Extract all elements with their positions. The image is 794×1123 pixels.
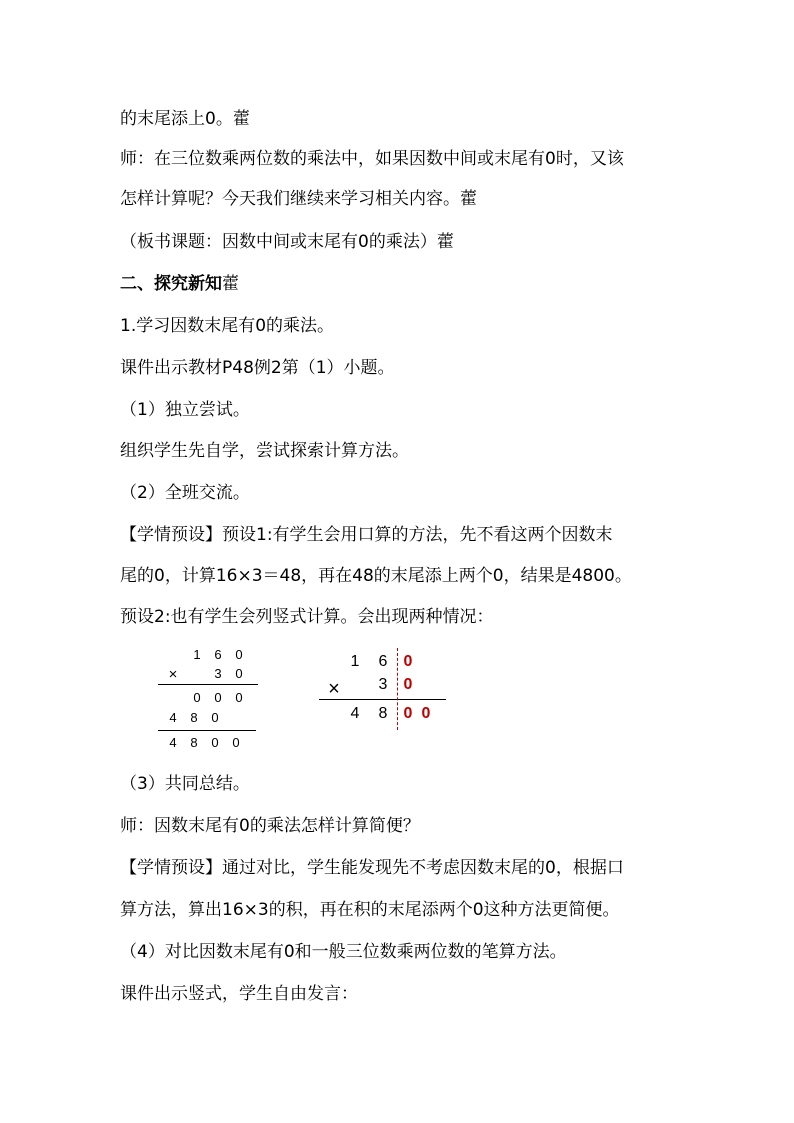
calc2-digit: 4: [350, 705, 360, 722]
calc2-zero-digit: 0: [421, 705, 431, 722]
paragraph-line: 尾的0，计算16×3＝48，再在48的末尾添上两个0，结果是4800。: [120, 566, 632, 586]
calc1-digit: 0: [214, 690, 222, 705]
paragraph-line: 师：因数末尾有0的乘法怎样计算简便？: [120, 816, 420, 836]
paragraph-line: （板书课题：因数中间或末尾有0的乘法）藿: [120, 232, 454, 252]
calc2-zero-digit: 0: [403, 676, 413, 693]
paragraph-mark: 藿: [222, 274, 239, 294]
paragraph-line: （3）共同总结。: [120, 774, 250, 794]
calc2-digit: 1: [350, 653, 360, 670]
calc1-digit: 3: [214, 666, 222, 681]
paragraph-mark: 藿: [232, 109, 250, 129]
calc1-digit: 0: [193, 690, 201, 705]
calc1-times-sign: ×: [168, 666, 178, 683]
paragraph-line: （2）全班交流。: [120, 483, 250, 503]
calc1-digit: 1: [193, 647, 201, 662]
calc1-digit: 6: [214, 647, 222, 662]
calc1-digit: 0: [235, 666, 243, 681]
calc2-rule: [319, 699, 446, 700]
calc1-digit: 8: [190, 710, 198, 725]
calc1-digit: 0: [211, 735, 219, 750]
calc1-rule: [158, 684, 258, 685]
paragraph-line: （4）对比因数末尾有0和一般三位数乘两位数的笔算方法。: [120, 942, 567, 962]
paragraph-line: 课件出示竖式，学生自由发言：: [120, 984, 358, 1004]
paragraph-line: 预设2:也有学生会列竖式计算。会出现两种情况：: [120, 607, 494, 627]
paragraph-line: （1）独立尝试。: [120, 400, 250, 420]
calc2-digit: 8: [378, 705, 388, 722]
paragraph-line: 【学情预设】通过对比，学生能发现先不考虑因数末尾的0，根据口: [120, 858, 624, 878]
paragraph-line: 组织学生先自学，尝试探索计算方法。: [120, 441, 409, 461]
paragraph-line: 算方法，算出16×3的积，再在积的末尾添两个0这种方法更简便。: [120, 900, 620, 920]
calc1-rule: [158, 730, 256, 731]
calc1-digit: 0: [211, 710, 219, 725]
calc1-digit: 0: [232, 735, 240, 750]
calc1-digit: 0: [235, 690, 243, 705]
calc2-divider-dashed: [397, 648, 398, 730]
calc1-digit: 8: [190, 735, 198, 750]
calc1-digit: 4: [169, 710, 177, 725]
section-heading: 二、探究新知藿: [120, 274, 239, 294]
calc2-zero-digit: 0: [403, 705, 413, 722]
paragraph-line: 1.学习因数末尾有0的乘法。: [120, 316, 335, 336]
calc2-times-sign: ×: [328, 678, 340, 700]
calc2-zero-digit: 0: [403, 653, 413, 670]
paragraph-line: 课件出示教材P48例2第（1）小题。: [120, 358, 395, 378]
calc1-digit: 0: [235, 647, 243, 662]
calc2-digit: 3: [378, 676, 388, 693]
calc2-digit: 6: [378, 653, 388, 670]
paragraph-line: 【学情预设】预设1:有学生会用口算的方法，先不看这两个因数末: [120, 525, 613, 545]
paragraph-line: 怎样计算呢？今天我们继续来学习相关内容。藿: [120, 189, 477, 209]
paragraph-mark: 藿: [436, 232, 454, 252]
paragraph-mark: 藿: [460, 189, 477, 209]
paragraph-line: 师：在三位数乘两位数的乘法中，如果因数中间或末尾有0时，又该: [120, 149, 624, 169]
calc1-digit: 4: [169, 735, 177, 750]
paragraph-line: 的末尾添上0。藿: [120, 109, 250, 129]
